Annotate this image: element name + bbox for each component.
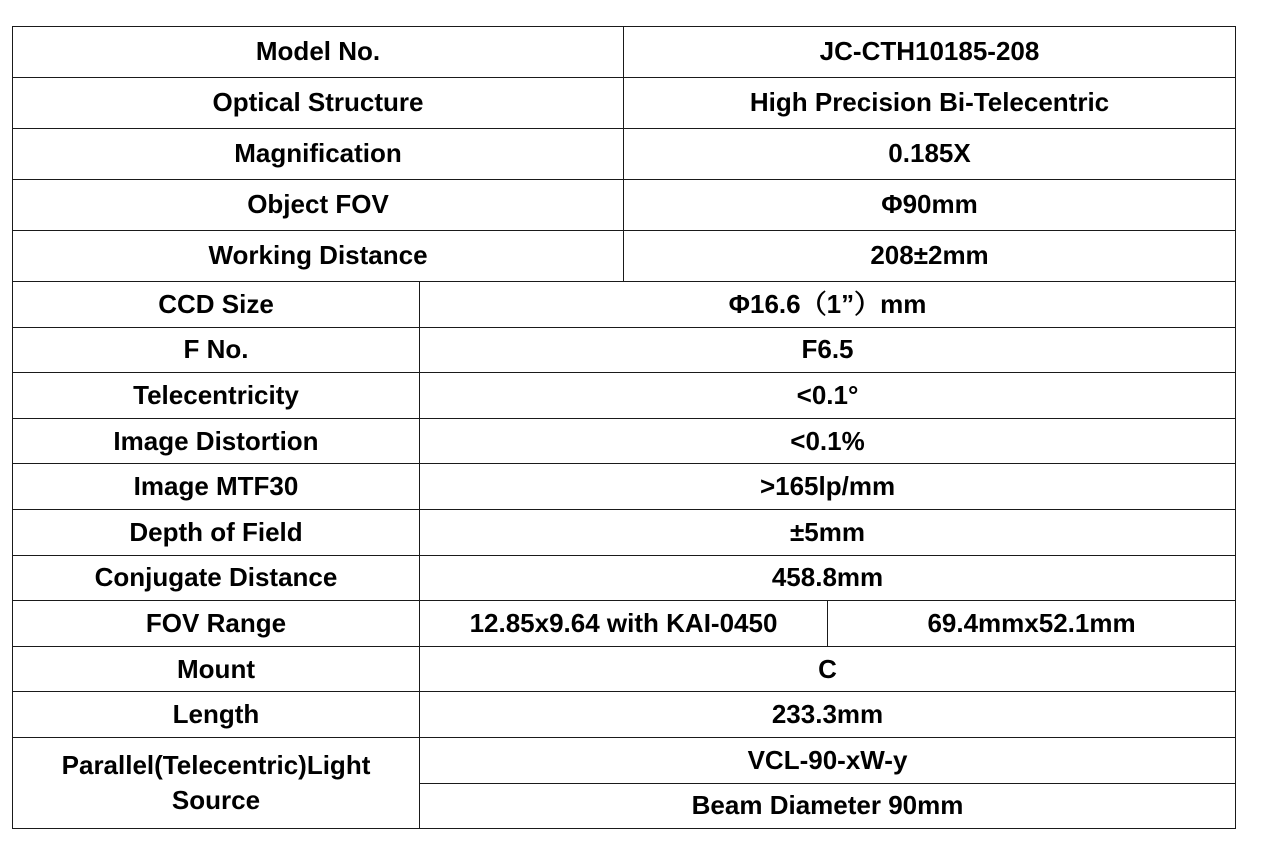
object-fov-value: Φ90mm <box>624 180 1236 231</box>
depth-of-field-label: Depth of Field <box>13 509 420 555</box>
f-no-label: F No. <box>13 327 420 373</box>
working-distance-value: 208±2mm <box>624 231 1236 282</box>
conjugate-distance-value: 458.8mm <box>420 555 1236 601</box>
spec-table <box>12 26 1236 829</box>
object-fov-label: Object FOV <box>13 180 624 231</box>
table-row <box>13 509 1236 555</box>
image-distortion-value: <0.1% <box>420 418 1236 464</box>
table-row <box>13 646 1236 692</box>
fov-range-value-sensor: 12.85x9.64 with KAI-0450 <box>420 601 828 647</box>
table-row <box>13 464 1236 510</box>
image-mtf30-value: >165lp/mm <box>420 464 1236 510</box>
length-label: Length <box>13 692 420 738</box>
light-source-beam-value: Beam Diameter 90mm <box>420 783 1236 829</box>
table-row <box>13 601 1236 647</box>
f-no-value: F6.5 <box>420 327 1236 373</box>
table-row <box>13 231 1236 282</box>
depth-of-field-value: ±5mm <box>420 509 1236 555</box>
light-source-model-value: VCL-90-xW-y <box>420 737 1236 783</box>
table-row <box>13 418 1236 464</box>
fov-range-value-size: 69.4mmx52.1mm <box>828 601 1236 647</box>
magnification-value: 0.185X <box>624 129 1236 180</box>
table-row <box>13 555 1236 601</box>
conjugate-distance-label: Conjugate Distance <box>13 555 420 601</box>
table-row <box>13 692 1236 738</box>
table-row <box>13 180 1236 231</box>
model-no-label: Model No. <box>13 27 624 78</box>
table-row <box>13 27 1236 78</box>
telecentricity-label: Telecentricity <box>13 373 420 419</box>
optical-structure-label: Optical Structure <box>13 78 624 129</box>
table-row <box>13 327 1236 373</box>
ccd-size-label: CCD Size <box>13 282 420 328</box>
length-value: 233.3mm <box>420 692 1236 738</box>
working-distance-label: Working Distance <box>13 231 624 282</box>
image-distortion-label: Image Distortion <box>13 418 420 464</box>
table-row <box>13 282 1236 328</box>
table-row <box>13 373 1236 419</box>
table-row <box>13 129 1236 180</box>
light-source-label: Parallel(Telecentric)Light Source <box>13 737 420 828</box>
ccd-size-value: Φ16.6（1”）mm <box>420 282 1236 328</box>
telecentricity-value: <0.1° <box>420 373 1236 419</box>
mount-value: C <box>420 646 1236 692</box>
table-row <box>13 78 1236 129</box>
optical-structure-value: High Precision Bi-Telecentric <box>624 78 1236 129</box>
table-row <box>13 737 1236 783</box>
magnification-label: Magnification <box>13 129 624 180</box>
fov-range-label: FOV Range <box>13 601 420 647</box>
mount-label: Mount <box>13 646 420 692</box>
image-mtf30-label: Image MTF30 <box>13 464 420 510</box>
model-no-value: JC-CTH10185-208 <box>624 27 1236 78</box>
